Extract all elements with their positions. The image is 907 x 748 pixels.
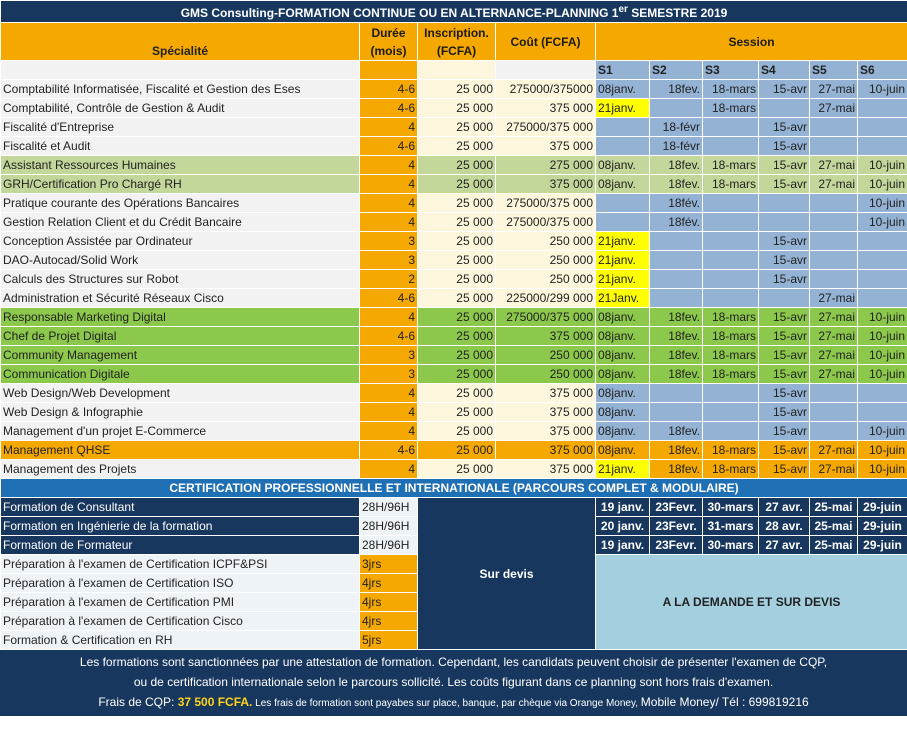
session-date	[650, 232, 703, 251]
footer-note	[0, 650, 907, 716]
session-date: 18fev.	[650, 422, 703, 441]
session-date	[703, 270, 759, 289]
cert-session-date: 19 janv.	[596, 536, 650, 555]
cert-duration: 28H/96H	[360, 517, 418, 536]
page-title: GMS Consulting-FORMATION CONTINUE OU EN ALTERNANCE-PLANNING 1er SEMESTRE 2019	[1, 1, 907, 23]
session-date: 21Janv.	[596, 289, 650, 308]
session-date	[650, 270, 703, 289]
program-cost: 250 000	[496, 270, 596, 289]
session-date: 18fev.	[650, 80, 703, 99]
session-date: 10-juin	[858, 460, 907, 479]
session-date: 18fev.	[650, 441, 703, 460]
session-date	[858, 403, 907, 422]
session-date	[810, 270, 858, 289]
program-name: Conception Assistée par Ordinateur	[1, 232, 360, 251]
session-date: 18-févr	[650, 118, 703, 137]
program-duration: 4-6	[360, 327, 418, 346]
table-row	[1, 80, 907, 99]
table-row	[1, 422, 907, 441]
session-date	[759, 213, 810, 232]
session-label: S1	[596, 61, 650, 80]
table-row	[1, 327, 907, 346]
session-date: 18-mars	[703, 346, 759, 365]
session-date: 15-avr	[759, 327, 810, 346]
program-name: Management d'un projet E-Commerce	[1, 422, 360, 441]
session-date: 27-mai	[810, 308, 858, 327]
program-registration: 25 000	[418, 175, 496, 194]
exam-name: Préparation à l'examen de Certification ISO	[1, 574, 360, 593]
session-date: 18-mars	[703, 80, 759, 99]
session-date: 18-mars	[703, 99, 759, 118]
session-date: 21janv.	[596, 251, 650, 270]
cert-name: Formation de Consultant	[1, 498, 360, 517]
session-date	[759, 99, 810, 118]
cert-name: Formation de Formateur	[1, 536, 360, 555]
program-name: Fiscalité d'Entreprise	[1, 118, 360, 137]
cert-session-date: 25-mai	[810, 498, 858, 517]
program-registration: 25 000	[418, 270, 496, 289]
program-registration: 25 000	[418, 327, 496, 346]
program-duration: 4	[360, 118, 418, 137]
cert-session-date: 19 janv.	[596, 498, 650, 517]
program-name: GRH/Certification Pro Chargé RH	[1, 175, 360, 194]
exam-duration: 4jrs	[360, 612, 418, 631]
program-registration: 25 000	[418, 251, 496, 270]
session-date: 08janv.	[596, 156, 650, 175]
program-registration: 25 000	[418, 213, 496, 232]
cert-session-date: 27 avr.	[759, 498, 810, 517]
program-registration: 25 000	[418, 403, 496, 422]
program-name: Responsable Marketing Digital	[1, 308, 360, 327]
exam-duration: 5jrs	[360, 631, 418, 650]
session-date	[858, 137, 907, 156]
program-cost: 375 000	[496, 441, 596, 460]
session-date: 08janv.	[596, 365, 650, 384]
session-date	[810, 422, 858, 441]
cert-session-date: 29-juin	[858, 517, 907, 536]
session-date: 08janv.	[596, 308, 650, 327]
program-registration: 25 000	[418, 156, 496, 175]
cert-session-date: 23Fevr.	[650, 517, 703, 536]
table-row	[1, 270, 907, 289]
session-date	[810, 232, 858, 251]
blank-cell	[418, 61, 496, 80]
program-duration: 2	[360, 270, 418, 289]
session-date: 15-avr	[759, 384, 810, 403]
program-cost: 275000/375 000	[496, 308, 596, 327]
program-cost: 250 000	[496, 365, 596, 384]
session-date: 15-avr	[759, 441, 810, 460]
program-name: Calculs des Structures sur Robot	[1, 270, 360, 289]
session-date	[703, 194, 759, 213]
footer-line-3: Frais de CQP: 37 500 FCFA. Les frais de formation sont payabes sur place, banque, par chèque via Orange Money, Mobile Money/ Tél : 699819216	[98, 695, 809, 709]
session-date: 18-mars	[703, 175, 759, 194]
exam-duration: 3jrs	[360, 555, 418, 574]
session-date	[858, 99, 907, 118]
cert-session-date: 31-mars	[703, 517, 759, 536]
session-date: 08janv.	[596, 346, 650, 365]
session-date: 08janv.	[596, 80, 650, 99]
session-date: 21janv.	[596, 270, 650, 289]
blank-cell	[1, 61, 360, 80]
session-date	[703, 403, 759, 422]
program-name: Web Design/Web Development	[1, 384, 360, 403]
session-date: 18-mars	[703, 441, 759, 460]
session-date	[858, 289, 907, 308]
table-row	[1, 213, 907, 232]
session-date: 27-mai	[810, 156, 858, 175]
session-date: 18fev.	[650, 460, 703, 479]
program-name: Comptabilité Informatisée, Fiscalité et Gestion des Eses	[1, 80, 360, 99]
session-date: 10-juin	[858, 346, 907, 365]
session-date	[810, 403, 858, 422]
cert-session-date: 28 avr.	[759, 517, 810, 536]
header-cout: Coût (FCFA)	[496, 23, 596, 61]
session-date	[810, 251, 858, 270]
cert-session-date: 23Fevr.	[650, 498, 703, 517]
session-date: 10-juin	[858, 365, 907, 384]
blank-cell	[360, 61, 418, 80]
cqp-fee: 37 500 FCFA.	[177, 695, 253, 709]
program-cost: 250 000	[496, 251, 596, 270]
session-date	[810, 384, 858, 403]
session-date: 15-avr	[759, 346, 810, 365]
session-date: 18-mars	[703, 365, 759, 384]
table-row	[1, 232, 907, 251]
session-date: 18fev.	[650, 327, 703, 346]
cert-session-date: 29-juin	[858, 536, 907, 555]
program-name: Fiscalité et Audit	[1, 137, 360, 156]
session-label: S5	[810, 61, 858, 80]
session-date: 27-mai	[810, 327, 858, 346]
session-date	[810, 118, 858, 137]
table-row	[1, 460, 907, 479]
session-date	[703, 384, 759, 403]
program-name: Pratique courante des Opérations Bancaires	[1, 194, 360, 213]
session-date	[703, 232, 759, 251]
program-cost: 225000/299 000	[496, 289, 596, 308]
program-registration: 25 000	[418, 289, 496, 308]
table-row	[1, 289, 907, 308]
session-date: 15-avr	[759, 308, 810, 327]
table-row	[1, 403, 907, 422]
session-date: 18-mars	[703, 460, 759, 479]
footer-line-2: ou de certification internationale selon le parcours sollicité. Les coûts figurant dans ce planning sont hors frais d'examen.	[133, 675, 774, 689]
program-cost: 275000/375 000	[496, 118, 596, 137]
table-row	[1, 346, 907, 365]
session-date	[703, 137, 759, 156]
table-row	[1, 194, 907, 213]
program-name: Communication Digitale	[1, 365, 360, 384]
table-row	[1, 156, 907, 175]
program-duration: 3	[360, 251, 418, 270]
program-name: Gestion Relation Client et du Crédit Bancaire	[1, 213, 360, 232]
session-date: 15-avr	[759, 460, 810, 479]
exam-name: Préparation à l'examen de Certification Cisco	[1, 612, 360, 631]
program-cost: 275000/375000	[496, 80, 596, 99]
session-date: 15-avr	[759, 422, 810, 441]
session-date: 18-mars	[703, 327, 759, 346]
session-date: 21janv.	[596, 232, 650, 251]
table-row	[1, 365, 907, 384]
session-date	[650, 251, 703, 270]
table-row	[1, 175, 907, 194]
footer-line-1: Les formations sont sanctionnées par une attestation de formation. Cependant, les candidats peuvent choisir de présenter l'examen de CQP,	[79, 655, 828, 669]
session-date: 08janv.	[596, 175, 650, 194]
session-date	[703, 118, 759, 137]
session-date	[858, 270, 907, 289]
session-label: S4	[759, 61, 810, 80]
program-name: Chef de Projet Digital	[1, 327, 360, 346]
session-date: 18-févr	[650, 137, 703, 156]
session-date	[759, 289, 810, 308]
session-date: 27-mai	[810, 99, 858, 118]
program-registration: 25 000	[418, 232, 496, 251]
program-duration: 4	[360, 460, 418, 479]
table-row	[1, 308, 907, 327]
session-date: 08janv.	[596, 422, 650, 441]
program-duration: 4	[360, 308, 418, 327]
program-cost: 250 000	[496, 232, 596, 251]
session-date: 27-mai	[810, 460, 858, 479]
program-duration: 4	[360, 156, 418, 175]
session-date: 10-juin	[858, 441, 907, 460]
program-duration: 4	[360, 213, 418, 232]
session-date	[650, 384, 703, 403]
session-date: 10-juin	[858, 156, 907, 175]
program-registration: 25 000	[418, 365, 496, 384]
session-date: 15-avr	[759, 270, 810, 289]
session-date	[596, 137, 650, 156]
session-date: 21janv.	[596, 460, 650, 479]
session-date: 15-avr	[759, 251, 810, 270]
certification-title: CERTIFICATION PROFESSIONNELLE ET INTERNATIONALE (PARCOURS COMPLET & MODULAIRE)	[1, 479, 907, 498]
table-row	[1, 251, 907, 270]
session-date	[596, 118, 650, 137]
program-registration: 25 000	[418, 346, 496, 365]
session-date: 27-mai	[810, 80, 858, 99]
program-cost: 275000/375 000	[496, 194, 596, 213]
cert-session-date: 30-mars	[703, 498, 759, 517]
session-date	[810, 194, 858, 213]
session-date	[703, 289, 759, 308]
program-cost: 375 000	[496, 460, 596, 479]
session-date: 27-mai	[810, 289, 858, 308]
program-registration: 25 000	[418, 308, 496, 327]
session-date: 18fev.	[650, 175, 703, 194]
session-date: 10-juin	[858, 194, 907, 213]
sur-devis: Sur devis	[418, 498, 596, 650]
program-name: Community Management	[1, 346, 360, 365]
program-duration: 3	[360, 365, 418, 384]
header-inscription: Inscription. (FCFA)	[418, 23, 496, 61]
session-date	[650, 99, 703, 118]
program-name: Management des Projets	[1, 460, 360, 479]
program-cost: 375 000	[496, 175, 596, 194]
session-date: 18fév.	[650, 213, 703, 232]
program-cost: 375 000	[496, 422, 596, 441]
program-cost: 275000/375 000	[496, 213, 596, 232]
program-duration: 4	[360, 422, 418, 441]
on-demand-note: A LA DEMANDE ET SUR DEVIS	[596, 555, 907, 650]
program-name: Management QHSE	[1, 441, 360, 460]
session-date: 18fev.	[650, 365, 703, 384]
program-duration: 4-6	[360, 289, 418, 308]
session-date	[703, 213, 759, 232]
session-label: S6	[858, 61, 907, 80]
program-duration: 4-6	[360, 80, 418, 99]
program-duration: 3	[360, 232, 418, 251]
session-date: 08janv.	[596, 441, 650, 460]
session-date: 18-mars	[703, 308, 759, 327]
session-date	[810, 137, 858, 156]
session-date: 15-avr	[759, 137, 810, 156]
cert-session-date: 29-juin	[858, 498, 907, 517]
session-date: 27-mai	[810, 175, 858, 194]
header-session: Session	[596, 23, 907, 61]
program-duration: 4	[360, 384, 418, 403]
table-row	[1, 99, 907, 118]
exam-duration: 4jrs	[360, 574, 418, 593]
session-date	[759, 194, 810, 213]
session-date	[858, 384, 907, 403]
header-duree: Durée (mois)	[360, 23, 418, 61]
cert-session-date: 20 janv.	[596, 517, 650, 536]
cert-session-date: 27 avr.	[759, 536, 810, 555]
session-date: 15-avr	[759, 232, 810, 251]
program-registration: 25 000	[418, 422, 496, 441]
session-date: 10-juin	[858, 80, 907, 99]
session-date: 18fev.	[650, 156, 703, 175]
program-duration: 4-6	[360, 99, 418, 118]
cert-session-date: 23Fevr.	[650, 536, 703, 555]
program-duration: 4	[360, 194, 418, 213]
session-date: 27-mai	[810, 441, 858, 460]
session-date: 10-juin	[858, 327, 907, 346]
session-date: 21janv.	[596, 99, 650, 118]
session-date: 15-avr	[759, 156, 810, 175]
exam-duration: 4jrs	[360, 593, 418, 612]
session-date: 15-avr	[759, 403, 810, 422]
program-cost: 250 000	[496, 346, 596, 365]
session-date	[858, 232, 907, 251]
session-date: 10-juin	[858, 308, 907, 327]
table-row	[1, 384, 907, 403]
cert-duration: 28H/96H	[360, 498, 418, 517]
program-name: DAO-Autocad/Solid Work	[1, 251, 360, 270]
table-row	[1, 441, 907, 460]
cert-name: Formation en Ingénierie de la formation	[1, 517, 360, 536]
program-name: Web Design & Infographie	[1, 403, 360, 422]
cert-session-date: 30-mars	[703, 536, 759, 555]
session-date: 18fev.	[650, 308, 703, 327]
session-date	[703, 251, 759, 270]
program-registration: 25 000	[418, 118, 496, 137]
session-date	[703, 422, 759, 441]
program-cost: 375 000	[496, 403, 596, 422]
session-date	[650, 289, 703, 308]
program-name: Comptabilité, Contrôle de Gestion & Audit	[1, 99, 360, 118]
program-cost: 375 000	[496, 99, 596, 118]
session-date: 18fév.	[650, 194, 703, 213]
session-date: 15-avr	[759, 118, 810, 137]
program-registration: 25 000	[418, 194, 496, 213]
program-duration: 4-6	[360, 441, 418, 460]
session-date: 10-juin	[858, 422, 907, 441]
session-date: 15-avr	[759, 365, 810, 384]
session-date: 08janv.	[596, 327, 650, 346]
session-date	[810, 213, 858, 232]
program-cost: 375 000	[496, 137, 596, 156]
cert-session-date: 25-mai	[810, 517, 858, 536]
program-registration: 25 000	[418, 460, 496, 479]
program-name: Assistant Ressources Humaines	[1, 156, 360, 175]
session-date: 15-avr	[759, 175, 810, 194]
session-date	[596, 213, 650, 232]
session-date	[858, 251, 907, 270]
session-date: 08janv.	[596, 403, 650, 422]
session-date	[596, 194, 650, 213]
session-date: 18fev.	[650, 346, 703, 365]
session-date: 15-avr	[759, 80, 810, 99]
program-registration: 25 000	[418, 80, 496, 99]
session-date	[650, 403, 703, 422]
table-row	[1, 118, 907, 137]
program-name: Administration et Sécurité Réseaux Cisco	[1, 289, 360, 308]
program-cost: 375 000	[496, 327, 596, 346]
session-label: S2	[650, 61, 703, 80]
cert-session-date: 25-mai	[810, 536, 858, 555]
program-duration: 4	[360, 403, 418, 422]
program-registration: 25 000	[418, 137, 496, 156]
program-registration: 25 000	[418, 99, 496, 118]
session-date: 18-mars	[703, 156, 759, 175]
session-date: 27-mai	[810, 365, 858, 384]
program-cost: 375 000	[496, 384, 596, 403]
blank-cell	[496, 61, 596, 80]
program-cost: 275 000	[496, 156, 596, 175]
header-specialite: Spécialité	[1, 23, 360, 61]
program-duration: 4-6	[360, 137, 418, 156]
exam-name: Préparation à l'examen de Certification ICPF&PSI	[1, 555, 360, 574]
session-label: S3	[703, 61, 759, 80]
program-duration: 4	[360, 175, 418, 194]
session-date: 27-mai	[810, 346, 858, 365]
program-duration: 3	[360, 346, 418, 365]
cert-duration: 28H/96H	[360, 536, 418, 555]
session-date: 10-juin	[858, 213, 907, 232]
exam-name: Préparation à l'examen de Certification PMI	[1, 593, 360, 612]
session-date: 10-juin	[858, 175, 907, 194]
session-date	[858, 118, 907, 137]
program-registration: 25 000	[418, 384, 496, 403]
exam-name: Formation & Certification en RH	[1, 631, 360, 650]
table-row	[1, 137, 907, 156]
cert-row	[1, 498, 907, 517]
program-registration: 25 000	[418, 441, 496, 460]
session-date: 08janv.	[596, 384, 650, 403]
